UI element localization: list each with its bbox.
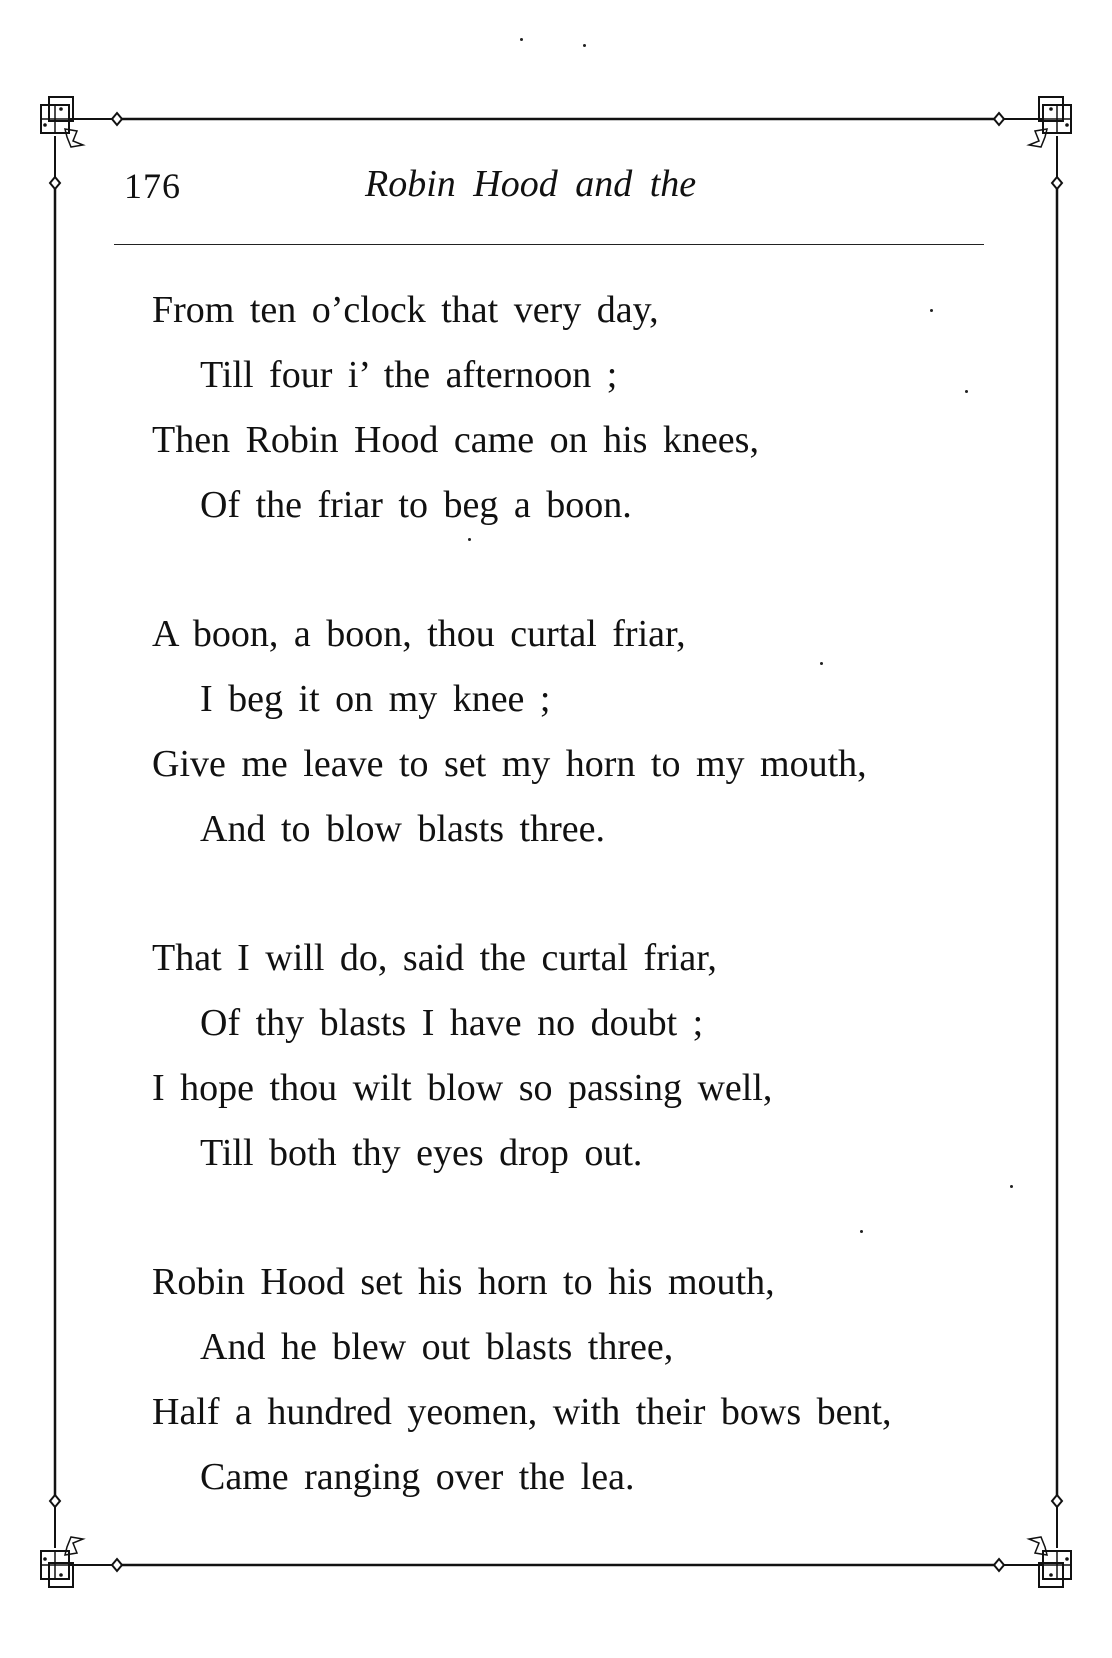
verse-line: Till four i’ the afternoon ; <box>200 354 618 396</box>
header-rule <box>114 244 984 245</box>
page-number: 176 <box>124 166 181 206</box>
stanza-3 <box>152 926 1012 1186</box>
verse-line: I beg it on my knee ; <box>200 678 551 720</box>
verse-line: Robin Hood set his horn to his mouth, <box>152 1261 775 1303</box>
stanza-4 <box>152 1250 1012 1510</box>
verse-line: Half a hundred yeomen, with their bows bent, <box>152 1391 892 1433</box>
verse-line: Till both thy eyes drop out. <box>200 1132 643 1174</box>
verse-line: Give me leave to set my horn to my mouth, <box>152 743 867 785</box>
verse-line: Came ranging over the lea. <box>200 1456 635 1498</box>
verse-line: And he blew out blasts three, <box>200 1326 674 1368</box>
poem-body <box>152 278 1012 1574</box>
verse-line: A boon, a boon, thou curtal friar, <box>152 613 686 655</box>
stanza-2 <box>152 602 1012 862</box>
verse-line: Of the friar to beg a boon. <box>200 484 632 526</box>
verse-line: Of thy blasts I have no doubt ; <box>200 1002 704 1044</box>
verse-line: I hope thou wilt blow so passing well, <box>152 1067 773 1109</box>
verse-line: From ten o’clock that very day, <box>152 289 659 331</box>
running-title: Robin Hood and the <box>365 163 697 205</box>
stanza-1 <box>152 278 1012 538</box>
verse-line: And to blow blasts three. <box>200 808 606 850</box>
verse-line: That I will do, said the curtal friar, <box>152 937 717 979</box>
verse-line: Then Robin Hood came on his knees, <box>152 419 759 461</box>
